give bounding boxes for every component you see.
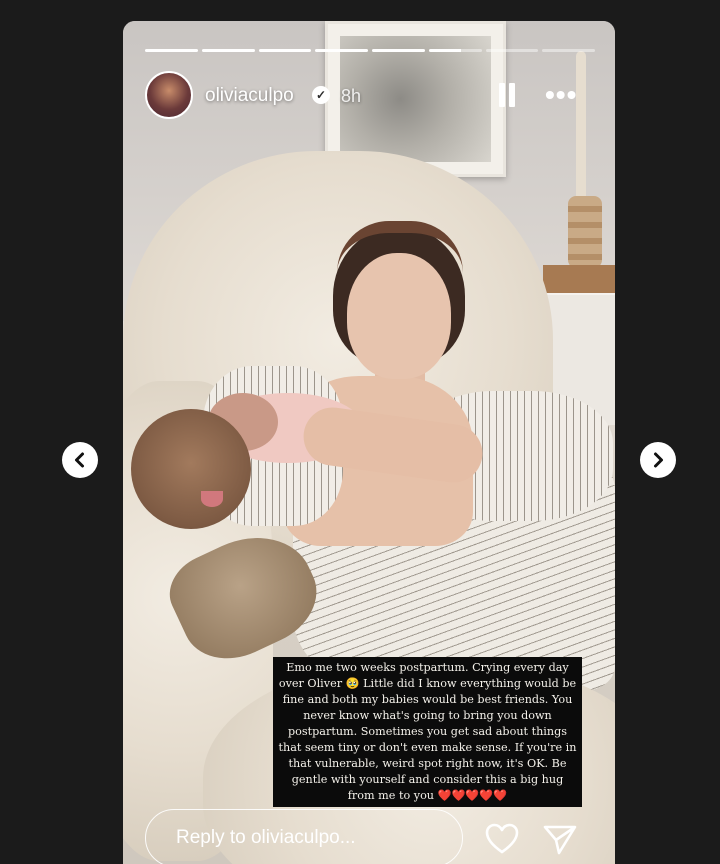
username[interactable]: oliviaculpo: [205, 85, 294, 106]
verified-badge-icon: ✓: [312, 86, 330, 104]
shelf: [543, 265, 615, 293]
more-options-icon[interactable]: •••: [545, 79, 578, 110]
progress-segment: [372, 49, 425, 52]
heart-icon[interactable]: [485, 823, 519, 855]
chevron-right-icon: [649, 451, 667, 469]
story-viewer: [123, 21, 615, 864]
pause-bar: [499, 83, 505, 107]
progress-segment: [145, 49, 198, 52]
pause-icon[interactable]: [497, 83, 517, 107]
reply-input[interactable]: Reply to oliviaculpo...: [145, 809, 463, 864]
story-progress-bar: [145, 49, 595, 52]
avatar[interactable]: [145, 71, 193, 119]
progress-segment: [542, 49, 595, 52]
progress-segment: [486, 49, 539, 52]
story-timestamp: 8h: [341, 86, 362, 106]
progress-segment-current: [429, 49, 482, 52]
story-header: [145, 71, 595, 121]
puppy-tongue: [201, 491, 223, 507]
progress-segment: [259, 49, 312, 52]
send-icon[interactable]: [543, 824, 577, 856]
pause-bar: [509, 83, 515, 107]
puppy: [131, 409, 251, 529]
progress-segment: [315, 49, 368, 52]
story-caption: Emo me two weeks postpartum. Crying every day over Oliver 🥹 Little did I know everything would be fine and both my babies would be best friends. You never know what's going to bring you down postpartum. Sometimes you get sad about things that seem tiny or don't even make sense. If you're in that vulnerable, weird spot right now, it's OK. Be gentle with yourself and consider this a big hug from me to you ❤️❤️❤️❤️❤️: [273, 657, 582, 807]
previous-story-button[interactable]: [62, 442, 98, 478]
next-story-button[interactable]: [640, 442, 676, 478]
candle-holder: [568, 196, 602, 268]
chevron-left-icon: [71, 451, 89, 469]
progress-segment: [202, 49, 255, 52]
